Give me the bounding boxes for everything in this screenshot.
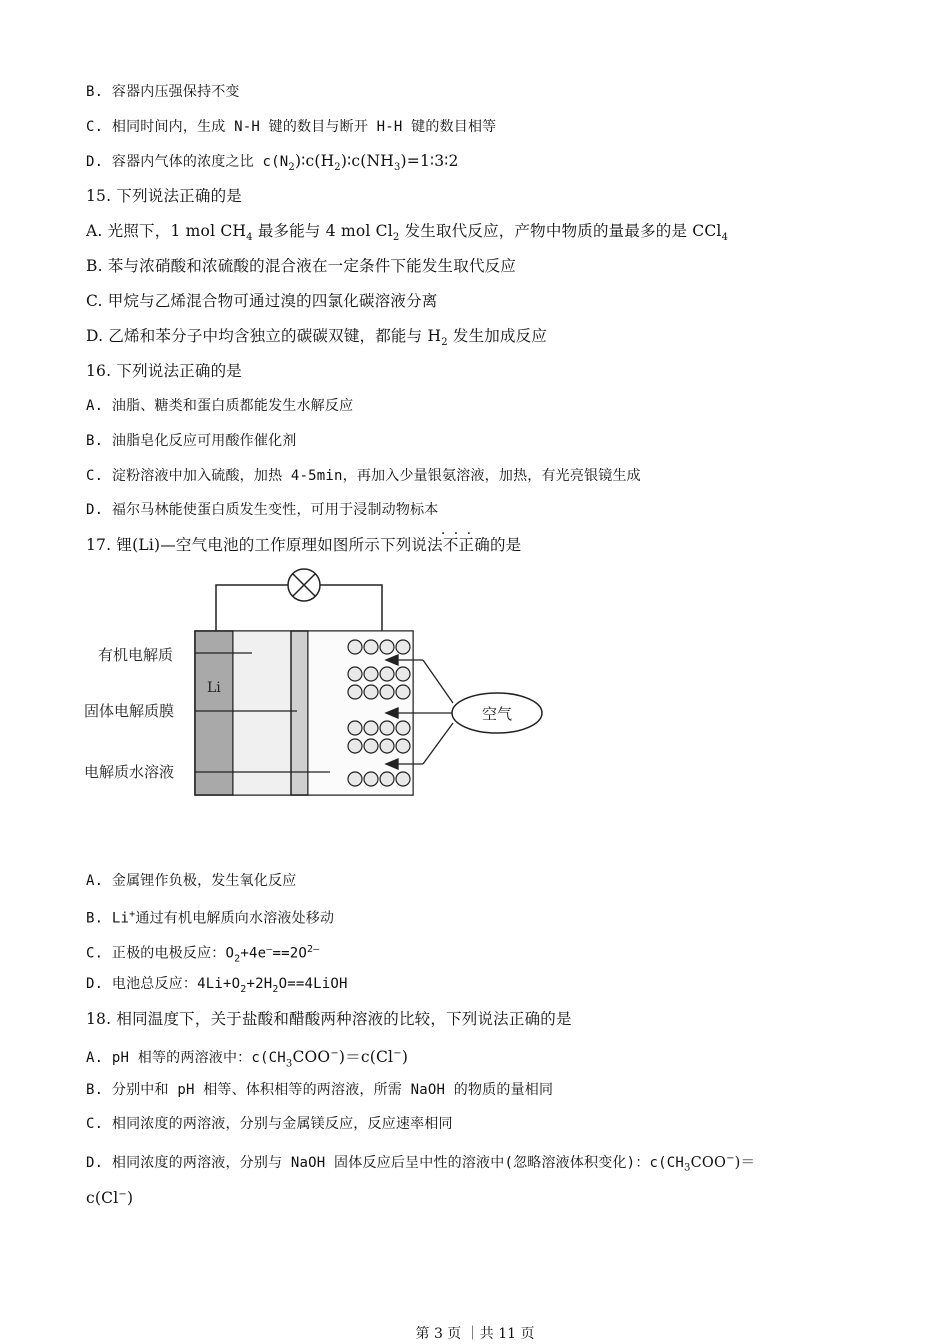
- li-air-battery-diagram: [80, 565, 560, 805]
- lamp-icon: [288, 569, 320, 601]
- q16-option-c: C. 淀粉溶液中加入硫酸，加热 4-5min，再加入少量银氨溶液，加热，有光亮银镜生成: [86, 468, 641, 484]
- label-solid-membrane: 固体电解质膜: [84, 702, 175, 720]
- q17-option-b: B. Li+通过有机电解质向水溶液处移动: [86, 909, 335, 927]
- q14-option-c: C. 相同时间内，生成 N-H 键的数目与断开 H-H 键的数目相等: [86, 119, 497, 135]
- q17-stem: 17. 锂(Li)—空气电池的工作原理如图所示下列说法不正确 · · ·的是: [86, 534, 521, 556]
- q16-option-d: D. 福尔马林能使蛋白质发生变性，可用于浸制动物标本: [86, 502, 439, 518]
- q15-option-c: C. 甲烷与乙烯混合物可通过溴的四氯化碳溶液分离: [86, 292, 438, 310]
- q18-option-c: C. 相同浓度的两溶液，分别与金属镁反应，反应速率相同: [86, 1116, 453, 1132]
- solid-electrolyte-membrane: [291, 631, 308, 795]
- q16-option-b: B. 油脂皂化反应可用酸作催化剂: [86, 433, 297, 449]
- q15-option-b: B. 苯与浓硝酸和浓硫酸的混合液在一定条件下能发生取代反应: [86, 257, 517, 275]
- q17-option-c: C. 正极的电极反应：$O_2+4e^—==2O^{2—}$: [86, 944, 320, 965]
- q15-option-d: D. 乙烯和苯分子中均含独立的碳碳双键，都能与 $H_2$ 发生加成反应: [86, 327, 548, 349]
- label-organic-electrolyte: 有机电解质: [98, 646, 174, 664]
- lithium-electrode: [195, 631, 233, 795]
- q16-option-a: A. 油脂、糖类和蛋白质都能发生水解反应: [86, 398, 354, 414]
- li-label: Li: [207, 680, 221, 696]
- circuit-wire: [216, 585, 288, 631]
- page-footer: 第 3 页 ｜共 11 页: [415, 1326, 535, 1342]
- q17-option-d: D. 电池总反应：$4Li+O_2+2H_2O==4LiOH$: [86, 976, 348, 995]
- q14-option-d: D. 容器内气体的浓度之比 $c(N_2)∶c(H_2)∶c(NH_3)=1∶3∶2$: [86, 152, 459, 174]
- q18-option-d: D. 相同浓度的两溶液，分别与 NaOH 固体反应后呈中性的溶液中(忽略溶液体积变化)：$c(CH_3COO^-)=$: [86, 1153, 756, 1174]
- q17-option-a: A. 金属锂作负极，发生氧化反应: [86, 873, 297, 889]
- q15-option-a: A. 光照下，1 mol $CH_4$ 最多能与 4 mol $Cl_2$ 发生取代反应，产物中物质的量最多的是 CCl$_4$: [86, 222, 729, 244]
- q18-option-a: A. pH 相等的两溶液中：$c(CH_3COO^-)=c(Cl^-)$: [86, 1048, 409, 1070]
- q15-stem: 15. 下列说法正确的是: [86, 187, 242, 205]
- q18-stem: 18. 相同温度下，关于盐酸和醋酸两种溶液的比较，下列说法正确的是: [86, 1010, 572, 1028]
- q16-stem: 16. 下列说法正确的是: [86, 362, 242, 380]
- circuit-wire-right: [320, 585, 382, 631]
- q18-option-d-continued: c(Cl−): [86, 1189, 134, 1208]
- emphasis-not-correct: 不正确 · · ·: [443, 536, 490, 554]
- q14-option-b: B. 容器内压强保持不变: [86, 84, 240, 100]
- label-aqueous-electrolyte: 电解质水溶液: [84, 763, 175, 781]
- air-label: 空气: [482, 705, 513, 723]
- organic-electrolyte: [233, 631, 291, 795]
- q18-option-b: B. 分别中和 pH 相等、体积相等的两溶液，所需 NaOH 的物质的量相同: [86, 1082, 554, 1098]
